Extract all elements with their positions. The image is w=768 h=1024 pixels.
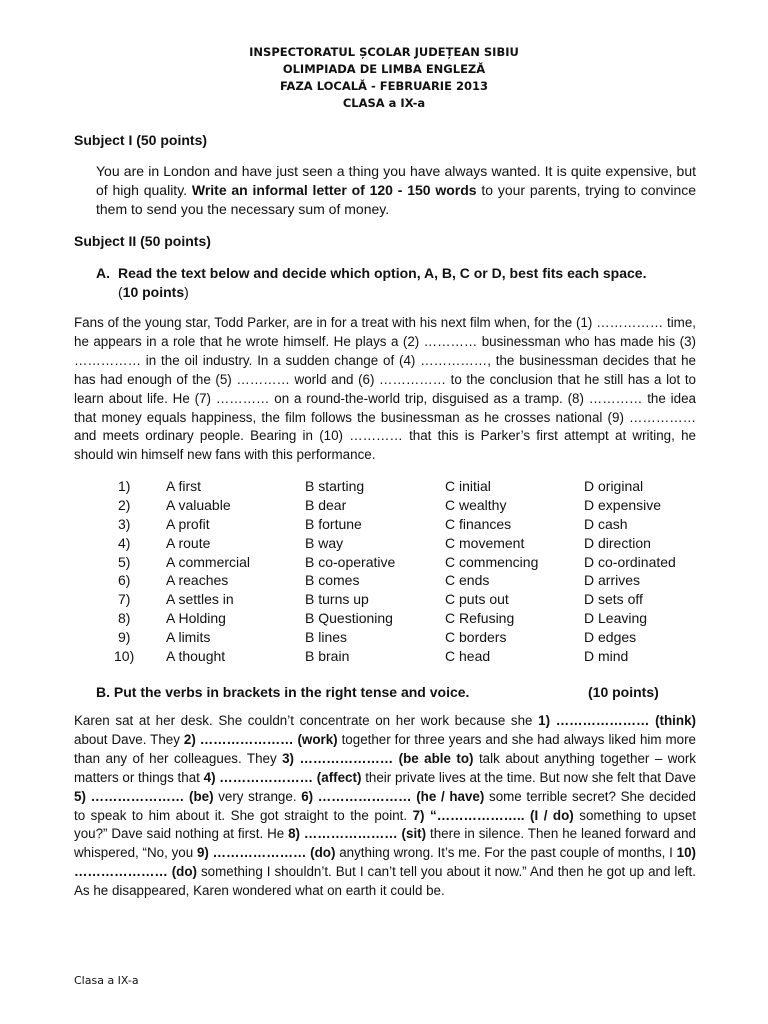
passage-b-segment: anything wrong. It’s me. For the past couple of months, I — [335, 845, 677, 861]
option-number: 5) — [118, 553, 131, 570]
option-d: D expensive — [584, 496, 662, 513]
gap-7: 7) “……………….. (I / do) — [412, 807, 574, 823]
option-a: A thought — [166, 648, 226, 665]
option-row — [110, 628, 710, 647]
option-d: D cash — [584, 515, 628, 532]
option-row — [110, 534, 710, 553]
option-row — [110, 590, 710, 609]
passage-b-segment: something I shouldn’t. But I can’t tell you about it now.” And then he got up and left. As he disappeared, Karen wondered what on earth it could be. — [74, 864, 696, 899]
passage-b-text — [74, 712, 696, 901]
option-a: A commercial — [166, 553, 251, 570]
option-d: D original — [584, 478, 644, 494]
option-b: B dear — [305, 496, 347, 513]
option-a: A profit — [166, 515, 210, 532]
gap-3: 3) ………………… (be able to) — [282, 750, 474, 766]
subject-1-title: Subject I (50 points) — [74, 132, 208, 148]
option-number: 7) — [118, 591, 131, 608]
option-number: 1) — [118, 478, 131, 494]
option-b: B co-operative — [305, 553, 396, 570]
option-d: D edges — [584, 629, 637, 646]
task-a-points-close: ) — [184, 284, 189, 300]
passage-a — [74, 314, 696, 465]
passage-b-segment: Karen sat at her desk. She couldn’t concentrate on her work because she — [74, 713, 539, 728]
task-a-instruction — [96, 264, 696, 302]
option-c: C wealthy — [445, 496, 507, 513]
option-c: C puts out — [445, 591, 509, 608]
task-b-text: B. Put the verbs in brackets in the right tense and voice. — [96, 684, 470, 700]
option-b: B turns up — [305, 591, 369, 608]
option-row — [110, 571, 710, 590]
option-b: B comes — [305, 572, 360, 589]
passage-b-segment: about Dave. They — [74, 731, 184, 747]
option-b: B way — [305, 534, 344, 551]
option-row — [110, 609, 710, 628]
passage-b-segment: together for three years and she had always liked him more than any of her colleagues. They — [74, 731, 696, 766]
option-d: D co-ordinated — [584, 553, 676, 570]
option-a: A limits — [166, 629, 211, 646]
option-b: B brain — [305, 648, 350, 665]
option-a: A valuable — [166, 496, 231, 513]
passage-b-segment: there in silence. Then he leaned forward and whispered, “No, you — [74, 826, 696, 861]
option-b: B Questioning — [305, 610, 393, 627]
header-phase: FAZA LOCALĂ - FEBRUARIE 2013 — [280, 79, 488, 93]
subject-2-title: Subject II (50 points) — [74, 233, 211, 249]
gap-6: 6) ………………… (he / have) — [301, 788, 485, 804]
option-a: A reaches — [166, 572, 229, 589]
prompt-text-start: You are in London and have just seen a thing you have always wanted. It is quite expensive, but of high quality. — [96, 163, 696, 198]
option-a: A Holding — [166, 610, 226, 627]
header-inspectorate: INSPECTORATUL ȘCOLAR JUDEȚEAN SIBIU — [249, 45, 519, 59]
option-d: D direction — [584, 534, 651, 551]
gap-2: 2) ………………… (work) — [183, 731, 338, 747]
option-row — [110, 647, 710, 666]
option-row — [110, 496, 710, 515]
subject-1-prompt — [96, 162, 696, 219]
option-b: B lines — [305, 629, 348, 646]
header-class: CLASA a IX-a — [342, 96, 426, 110]
option-c: C commencing — [445, 553, 539, 570]
page-footer: Clasa a IX-a — [74, 974, 139, 987]
option-b: B starting — [305, 478, 365, 494]
option-c: C movement — [445, 534, 525, 551]
prompt-text-end: to your parents, trying to convince them to send you the necessary sum of money. — [96, 182, 697, 217]
task-b-points: (10 points) — [588, 684, 659, 700]
option-a: A first — [166, 478, 202, 494]
option-number: 10) — [114, 648, 135, 665]
passage-b-segment: talk about anything together – work matters or things that — [74, 750, 696, 785]
option-d: D arrives — [584, 572, 641, 589]
option-c: C initial — [445, 478, 491, 494]
option-number: 6) — [118, 572, 131, 589]
passage-b-segment: something to upset you?” Dave said nothing at first. He — [74, 807, 696, 842]
passage-b-segment: very strange. — [213, 788, 302, 804]
option-b: B fortune — [305, 515, 362, 532]
option-a: A route — [166, 534, 211, 551]
gap-4: 4) ………………… (affect) — [203, 769, 362, 785]
passage-b-segment: their private lives at the time. But now she felt that Dave — [361, 769, 697, 785]
option-d: D Leaving — [584, 610, 648, 627]
option-row — [110, 553, 710, 572]
task-b-instruction — [96, 684, 696, 700]
task-a-points-open: ( — [118, 284, 123, 300]
option-c: C borders — [445, 629, 507, 646]
task-a-letter: A. — [96, 265, 110, 281]
option-c: C Refusing — [445, 610, 515, 627]
option-c: C ends — [445, 572, 490, 589]
option-number: 3) — [118, 515, 131, 532]
option-number: 2) — [118, 496, 131, 513]
document-header — [0, 44, 768, 112]
option-c: C finances — [445, 515, 512, 532]
option-number: 9) — [118, 629, 131, 646]
gap-9: 9) ………………… (do) — [196, 845, 336, 861]
option-c: C head — [445, 648, 491, 665]
header-olympiad: OLIMPIADA DE LIMBA ENGLEZĂ — [282, 62, 486, 76]
gap-1: 1) ………………… (think) — [538, 713, 696, 728]
option-row — [110, 477, 710, 496]
option-a: A settles in — [166, 591, 234, 608]
option-d: D sets off — [584, 591, 643, 608]
option-d: D mind — [584, 648, 629, 665]
gap-5: 5) ………………… (be) — [74, 788, 214, 804]
gap-10: 10) ………………… (do) — [74, 845, 696, 880]
option-number: 8) — [118, 610, 131, 627]
prompt-instruction: Write an informal letter of 120 - 150 words — [191, 182, 477, 198]
task-a-points: 10 points — [122, 284, 185, 300]
option-row — [110, 515, 710, 534]
passage-b — [74, 712, 696, 901]
task-a-text: Read the text below and decide which option, A, B, C or D, best fits each space. — [118, 265, 647, 281]
passage-a-text: Fans of the young star, Todd Parker, are in for a treat with his next film when, for the (1) …………… time, he appears in a role that he wrote himself. He plays a (2) ………… businessman who has made his (3) …………… in the oil industry. In a sudden change of (4) ……………, the businessman decides that he has had enough of the (5) ………… world and (6) …………… to the conclusion that he still has a lot to learn about life. He (7) ………… on a round-the-world trip, disguised as a tramp. (8) ………… the idea that money equals happiness, the film follows the businessman as he crosses national (9) …………… and meets ordinary people. Bearing in (10) ………… that this is Parker’s first attempt at writing, he should win himself new fans with this performance. — [74, 315, 696, 463]
passage-b-segment: some terrible secret? She decided to speak to him about it. She got straight to the point. — [74, 788, 697, 823]
gap-8: 8) ………………… (sit) — [288, 826, 427, 842]
option-number: 4) — [118, 534, 131, 551]
options-table — [110, 477, 710, 666]
